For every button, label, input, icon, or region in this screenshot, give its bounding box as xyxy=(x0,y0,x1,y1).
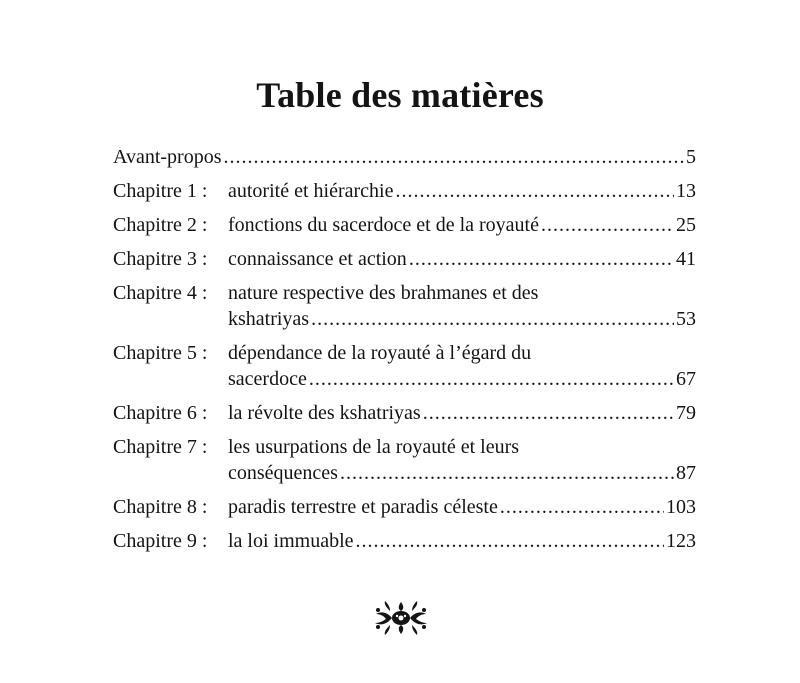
toc-entry-title: paradis terrestre et paradis céleste xyxy=(228,496,498,518)
toc-entry-title: la révolte des kshatriyas xyxy=(228,402,421,424)
toc-entry-chapitre-3[interactable] xyxy=(113,246,696,272)
toc-line xyxy=(113,340,696,366)
toc-line xyxy=(113,528,696,554)
toc-line xyxy=(113,460,696,486)
toc-entry-title: dépendance de la royauté à l’égard du xyxy=(228,342,532,364)
toc-entry-title-continued: kshatriyas xyxy=(228,308,310,330)
toc-entry-avant-propos[interactable] xyxy=(113,144,696,170)
toc-line xyxy=(113,212,696,238)
toc-line xyxy=(113,434,696,460)
toc-page-number: 87 xyxy=(676,462,696,484)
toc-page-number: 5 xyxy=(686,146,696,168)
toc-entry-title: les usurpations de la royauté et leurs xyxy=(228,436,520,458)
toc-entry-title: la loi immuable xyxy=(228,530,354,552)
dot-leader xyxy=(340,460,674,486)
toc-chapter-label: Chapitre 4 : xyxy=(113,282,208,304)
toc-page-number: 79 xyxy=(676,402,696,424)
toc-entry-chapitre-6[interactable] xyxy=(113,400,696,426)
dot-leader xyxy=(423,400,674,426)
toc-chapter-label: Chapitre 5 : xyxy=(113,342,208,364)
dot-leader xyxy=(409,246,674,272)
dot-leader xyxy=(500,494,664,520)
toc-entry-chapitre-9[interactable] xyxy=(113,528,696,554)
table-of-contents xyxy=(113,144,696,562)
toc-entry-title-continued: conséquences xyxy=(228,462,338,484)
toc-line xyxy=(113,400,696,426)
toc-entry-title: fonctions du sacerdoce et de la royauté xyxy=(228,214,539,236)
toc-page-number: 103 xyxy=(666,496,696,518)
dot-leader xyxy=(309,366,674,392)
toc-entry-title-continued: sacerdoce xyxy=(228,368,307,390)
toc-chapter-label: Chapitre 8 : xyxy=(113,496,208,518)
toc-page-number: 25 xyxy=(676,214,696,236)
toc-line xyxy=(113,494,696,520)
toc-entry-title: Avant-propos xyxy=(113,146,222,168)
toc-entry-chapitre-8[interactable] xyxy=(113,494,696,520)
toc-chapter-label: Chapitre 9 : xyxy=(113,530,208,552)
toc-chapter-label: Chapitre 6 : xyxy=(113,402,208,424)
toc-entry-chapitre-5[interactable] xyxy=(113,340,696,392)
toc-chapter-label: Chapitre 1 : xyxy=(113,180,208,202)
toc-line xyxy=(113,306,696,332)
page-title: Table des matières xyxy=(256,75,544,116)
toc-entry-title: nature respective des brahmanes et des xyxy=(228,282,539,304)
toc-entry-title: autorité et hiérarchie xyxy=(228,180,394,202)
toc-page-number: 67 xyxy=(676,368,696,390)
toc-entry-title: connaissance et action xyxy=(228,248,407,270)
toc-page-number: 123 xyxy=(666,530,696,552)
toc-line xyxy=(113,178,696,204)
toc-chapter-label: Chapitre 7 : xyxy=(113,436,208,458)
toc-line xyxy=(113,280,696,306)
toc-entry-chapitre-1[interactable] xyxy=(113,178,696,204)
dot-leader xyxy=(224,144,685,170)
floral-ornament-icon xyxy=(372,599,430,637)
toc-page-number: 13 xyxy=(676,180,696,202)
dot-leader xyxy=(541,212,674,238)
toc-chapter-label: Chapitre 3 : xyxy=(113,248,208,270)
toc-page-number: 41 xyxy=(676,248,696,270)
dot-leader xyxy=(395,178,674,204)
toc-chapter-label: Chapitre 2 : xyxy=(113,214,208,236)
toc-entry-chapitre-4[interactable] xyxy=(113,280,696,332)
toc-line xyxy=(113,366,696,392)
toc-entry-chapitre-7[interactable] xyxy=(113,434,696,486)
toc-page-number: 53 xyxy=(676,308,696,330)
dot-leader xyxy=(356,528,664,554)
toc-entry-chapitre-2[interactable] xyxy=(113,212,696,238)
toc-line xyxy=(113,246,696,272)
toc-line xyxy=(113,144,696,170)
dot-leader xyxy=(311,306,674,332)
